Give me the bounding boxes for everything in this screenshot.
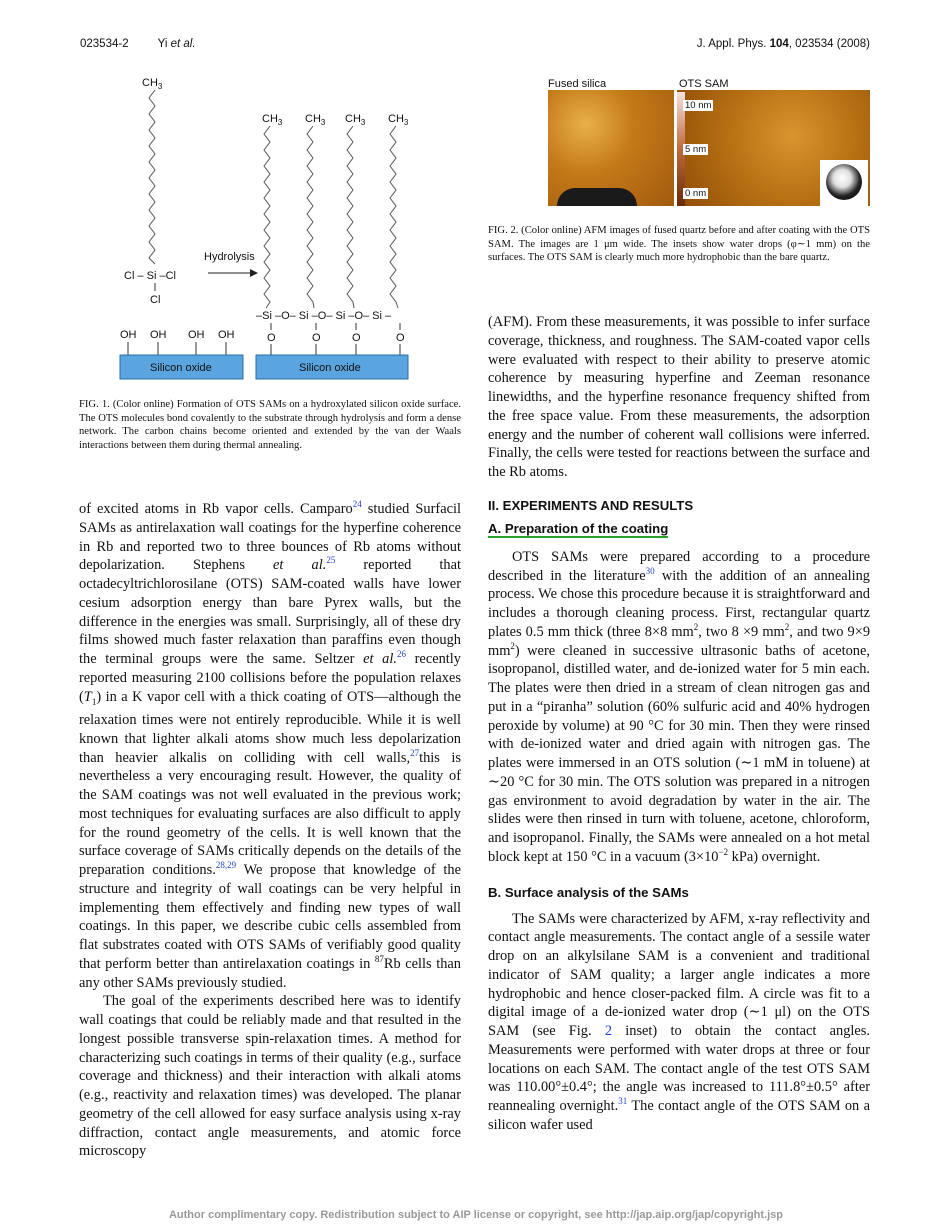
arrow-head bbox=[250, 269, 258, 277]
bonded-chains bbox=[262, 113, 409, 308]
fig2-afm-image bbox=[547, 78, 871, 207]
water-drop-inset-ots bbox=[820, 160, 868, 206]
oh-label: OH bbox=[188, 329, 205, 341]
svg-text:CH3: $CH_3$ bbox=[388, 113, 409, 127]
ch3-label: $CH_3$ bbox=[142, 77, 163, 91]
citation-link[interactable]: 30 bbox=[645, 565, 655, 576]
svg-text:O: O bbox=[267, 332, 276, 344]
water-drop-inset-silica bbox=[557, 188, 637, 206]
cl-bottom-label: Cl bbox=[150, 294, 161, 306]
fig2-caption-block bbox=[488, 224, 870, 265]
intro-paragraph-2: The goal of the experiments described here was to identify wall coatings that could be reliably made and that resulted in the longest possible transverse spin-relaxation times. A method for characterizing such coatings in terms of their quality (e.g., surface coverage and thickness) and their interaction with alkali atoms (e.g., reactivity and relaxation times) was developed. The planar geometry of the cell allowed for easy surface analysis using x-ray diffraction, contact angle measurements, and atomic force microscopy bbox=[79, 993, 461, 1160]
label-fused-silica: Fused silica bbox=[548, 78, 607, 90]
authors-etal: et al. bbox=[170, 38, 196, 50]
svg-text:O: O bbox=[312, 332, 321, 344]
journal-name: J. Appl. Phys. bbox=[696, 38, 770, 50]
svg-text:CH3: $CH_3$ bbox=[305, 113, 326, 127]
si-o-chain-label: –Si –O– Si –O– Si –O– Si – bbox=[256, 310, 392, 322]
authors: Yi bbox=[157, 38, 171, 50]
left-column-text bbox=[79, 500, 461, 1161]
right-column-text bbox=[488, 313, 870, 1135]
fig1-caption-block bbox=[79, 398, 461, 452]
running-header-right bbox=[697, 38, 870, 50]
journal-citation: , 023534 (2008) bbox=[788, 38, 870, 50]
fig2-caption: FIG. 2. (Color online) AFM images of fused quartz before and after coating with the OTS SAM. The images are 1 μm wide. The insets show water drops (φ∼1 mm) on the surfaces. The OTS SAM is clearly much more hydrophobic than the bare quartz. bbox=[488, 225, 870, 264]
citation-link[interactable]: 24 bbox=[352, 499, 362, 510]
journal-volume: 104 bbox=[769, 38, 789, 50]
continued-paragraph: (AFM). From these measurements, it was possible to infer surface coverage, thickness, and roughness. The SAM-coated vapor cells were evaluated with respect to their ability to preserve atomic coherence by measuring hyperfine and Zeeman resonance linewidths, and the hyperfine resonance frequency shifted from the free space value. From these measurements, the adsorption energy and the number of coherent wall collisions were inferred. Finally, the cells were tested for reactions between the surface and the Rb atoms. bbox=[488, 314, 870, 480]
hydrolysis-label: Hydrolysis bbox=[204, 251, 255, 263]
running-header-left bbox=[80, 38, 196, 50]
subsection-heading-b: B. Surface analysis of the SAMs bbox=[488, 884, 689, 900]
svg-text:Silicon oxide: Silicon oxide bbox=[299, 362, 361, 374]
svg-text:O: O bbox=[352, 332, 361, 344]
o-surface-bonds bbox=[271, 344, 400, 355]
si-o-bonds bbox=[271, 323, 400, 330]
svg-text:Silicon oxide: Silicon oxide bbox=[150, 362, 212, 374]
label-ots-sam: OTS SAM bbox=[679, 78, 729, 90]
citation-link[interactable]: 27 bbox=[410, 747, 420, 758]
scale-5nm: 5 nm bbox=[685, 144, 707, 155]
page-number: 023534-2 bbox=[80, 38, 129, 50]
scale-0nm: 0 nm bbox=[685, 188, 707, 199]
intro-paragraph-1: of excited atoms in Rb vapor cells. Camparo$^{24}$ studied Surfacil SAMs as antirelaxation wall coatings for the hyperfine coherence in Rb and reported two to three bounces of Rb atoms without depolarization. Stephens et al.$^{25}$ reported that octadecyltrichlorosilane (OTS) SAM-coated walls have lower cesium adsorption energy than bare Pyrex walls, but the difference in the energies was small. Surprisingly, all of these dry films showed much faster relaxation than paraffins even though the terminal groups were the same. Seltzer et al.$^{26}$ recently reported measuring 2100 collisions before the population relaxes $(T_1)$ in a K vapor cell with a thick coating of OTS—although the relaxation times were not entirely reproducible. While it is well known that lighter alkali atoms show much less depolarization than heavier alkalis on colliding with cell walls,$^{27}$this is nevertheless a very encouraging result. However, the quality of the SAM coatings was not well evaluated in the previous work; most techniques for evaluating surfaces are also difficult to apply for the round geometry of the cells. It is well known that the surface coverage of SAMs critically depends on the details of the preparation conditions.$^{28,29}$ We propose that knowledge of the structure and integrity of wall coatings can be very helpful in implementing them effectively and finding new types of wall coatings. In this paper, we describe cubic cells assembled from flat substrates coated with OTS SAMs of verifiably good quality that perform better than antirelaxation coatings in $^{87}$Rb cells than any other SAMs previously studied. bbox=[79, 499, 461, 991]
fig1-caption: FIG. 1. (Color online) Formation of OTS SAMs on a hydroxylated silicon oxide surface. The OTS molecules bond covalently to the substrate through hydrolysis and form a dense network. The carbon chains become oriented and extended by the van der Waals interactions between them during thermal annealing. bbox=[79, 399, 461, 451]
paragraph-surface-analysis: The SAMs were characterized by AFM, x-ray reflectivity and contact angle measurements. The contact angle of a sessile water drop on an alkylsilane SAM is a convenient and traditional indicator of SAM quality; a larger angle indicates a more hydrophobic and hence closer-packed film. A circle was fit to a digital image of a de-ionized water drop (∼1 μl) on the OTS SAM (see Fig. 2 inset) to obtain the contact angles. Measurements were performed with water drops at three or four locations on each SAM. The contact angle of the test OTS SAM was 110.00°±0.4°; the angle was increased to 111.8°±0.5° after reannealing overnight.$^{31}$ The contact angle of the OTS SAM on a silicon wafer used bbox=[488, 910, 870, 1133]
cl-si-cl-label: Cl – Si –Cl bbox=[124, 270, 176, 282]
subsection-heading-a: A. Preparation of the coating bbox=[488, 520, 669, 536]
oh-label: OH bbox=[120, 329, 137, 341]
fig1-diagram bbox=[110, 72, 460, 382]
scale-10nm: 10 nm bbox=[685, 100, 712, 111]
svg-text:O: O bbox=[396, 332, 405, 344]
copyright-footer: Author complimentary copy. Redistribution subject to AIP license or copyright, see http://jap.aip.org/jap/copyright.jsp bbox=[168, 1209, 784, 1221]
oh-label: OH bbox=[218, 329, 235, 341]
citation-link[interactable]: 26 bbox=[396, 649, 406, 660]
figure-link[interactable]: 2 bbox=[604, 1023, 613, 1039]
citation-link[interactable]: 25 bbox=[326, 555, 336, 566]
section-heading: II. EXPERIMENTS AND RESULTS bbox=[488, 497, 694, 513]
paragraph-preparation: OTS SAMs were prepared according to a procedure described in the literature$^{30}$ with the addition of an annealing process. We chose this procedure because it is straightforward and includes a thorough cleaning process. First, rectangular quartz plates 0.5 mm thick (three 8×8 $mm^2$, two 8 ×9 $mm^2$, and two 9×9 $mm^2$) were cleaned in successive ultrasonic baths of acetone, isopropanol, distilled water, and de-ionized water for 5 min each. The plates were then dried in a stream of clean nitrogen gas and put in a “piranha” solution (60% sulfuric acid and 40% hydrogen peroxide by volume) at 90 °C for 30 min. Then they were rinsed with de-ionized water and dried again with nitrogen gas. The plates were immersed in an OTS solution (∼1 mM in toluene) at ∼20 °C for 30 min. The OTS solution was prepared in a nitrogen gas environment to avoid degradation by water in the air. The slides were then rinsed in turn with toluene, acetone, chloroform, and isopropanol. Finally, the SAMs were annealed on a hot metal block kept at 150 °C in a vacuum ($3\times 10^{-2}$ kPa) overnight. bbox=[488, 548, 871, 865]
citation-link[interactable]: 31 bbox=[618, 1096, 628, 1107]
oh-label: OH bbox=[150, 329, 167, 341]
citation-link[interactable]: 28,29 bbox=[215, 860, 237, 871]
svg-text:CH3: $CH_3$ bbox=[262, 113, 283, 127]
svg-text:CH3: $CH_3$ bbox=[345, 113, 366, 127]
carbon-chain bbox=[149, 90, 155, 264]
